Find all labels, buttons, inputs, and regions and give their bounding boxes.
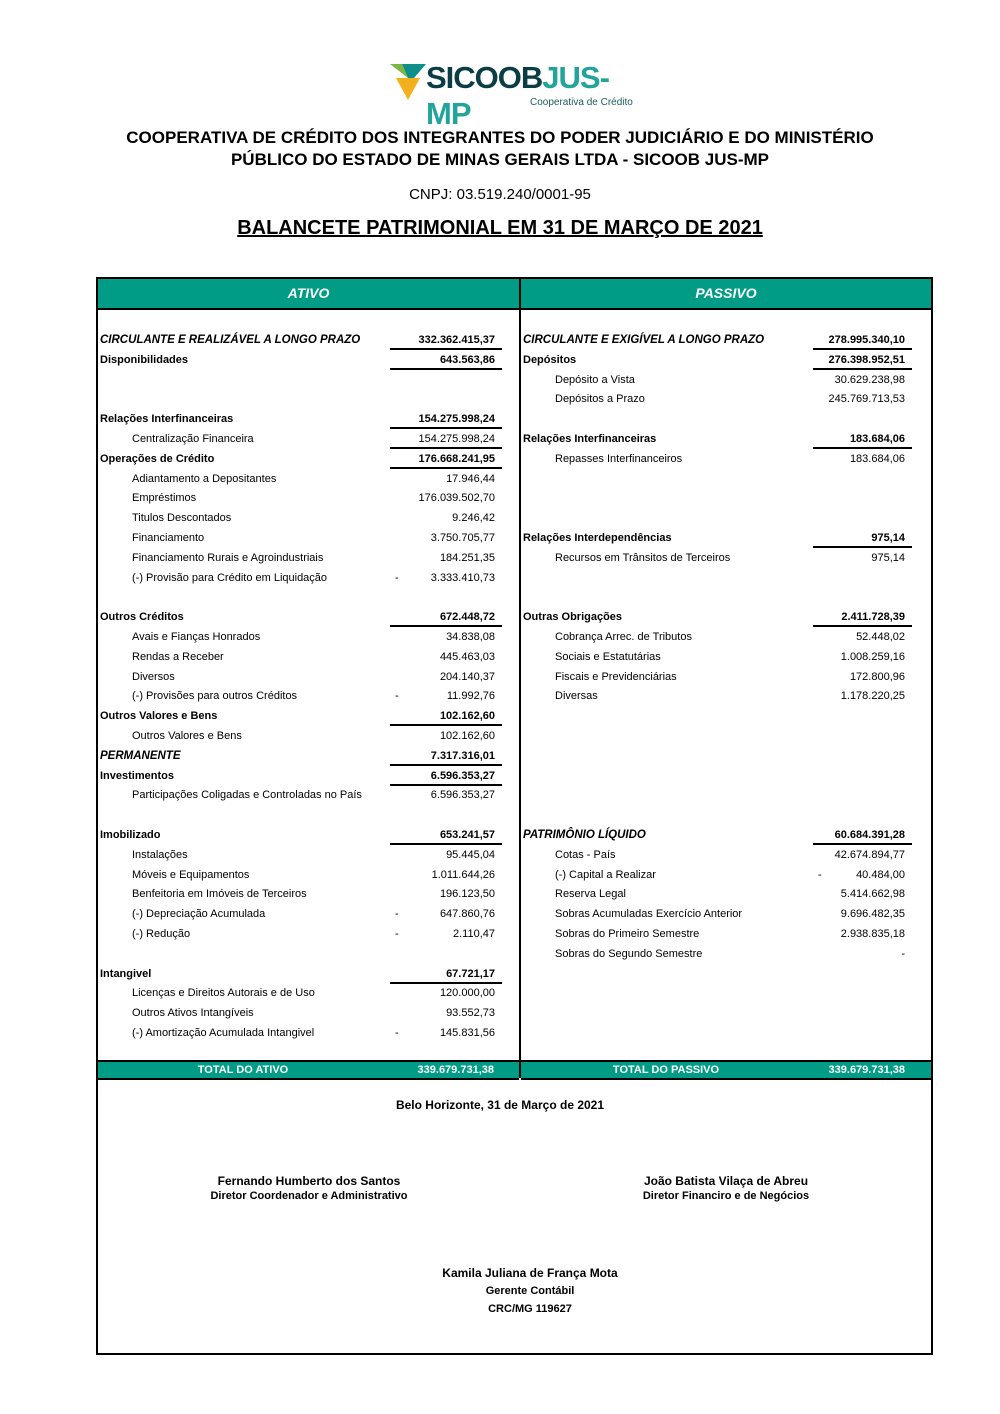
row-label: Fiscais e Previdenciárias bbox=[555, 670, 677, 683]
row-value: 975,14 bbox=[813, 529, 912, 548]
row-label: Sobras do Segundo Semestre bbox=[555, 947, 703, 960]
row-label: Diversos bbox=[132, 670, 175, 683]
row-label: Instalações bbox=[132, 848, 188, 861]
passivo-row bbox=[521, 529, 931, 549]
row-value: 2.411.728,39 bbox=[813, 608, 912, 627]
ativo-row bbox=[98, 885, 519, 905]
row-value: 196.123,50 bbox=[439, 888, 495, 901]
row-value: 42.674.894,77 bbox=[834, 848, 905, 861]
row-value: - bbox=[901, 947, 905, 960]
row-label: Intangivel bbox=[100, 967, 152, 980]
passivo-row bbox=[521, 430, 931, 450]
ativo-row bbox=[98, 786, 519, 806]
ativo-row bbox=[98, 450, 519, 470]
row-label: Financiamento Rurais e Agroindustriais bbox=[132, 551, 324, 564]
row-value: 1.178.220,25 bbox=[840, 690, 905, 703]
negative-sign: - bbox=[395, 928, 399, 940]
row-value: 2.110,47 bbox=[452, 928, 495, 940]
sicoob-logo-mark-icon bbox=[390, 64, 426, 100]
row-value: 647.860,76 bbox=[439, 908, 495, 921]
ativo-heading: ATIVO bbox=[98, 279, 519, 310]
row-label: Relações Interfinanceiras bbox=[100, 413, 234, 426]
row-value: 445.463,03 bbox=[439, 650, 495, 663]
ativo-row bbox=[98, 846, 519, 866]
row-value: 67.721,17 bbox=[390, 965, 502, 984]
row-value: 6.596.353,27 bbox=[390, 767, 502, 786]
ativo-row bbox=[98, 965, 519, 985]
row-value: 672.448,72 bbox=[390, 608, 502, 627]
row-value: 5.414.662,98 bbox=[840, 888, 905, 901]
ativo-row bbox=[98, 628, 519, 648]
row-value: 52.448,02 bbox=[856, 631, 905, 643]
ativo-row bbox=[98, 470, 519, 490]
logo-brand: SICOOBJUS-MP bbox=[426, 60, 609, 131]
row-label: Operações de Crédito bbox=[100, 452, 215, 465]
row-value: 7.317.316,01 bbox=[390, 747, 502, 766]
row-label: Recursos em Trânsitos de Terceiros bbox=[555, 551, 731, 564]
row-label: Sobras Acumuladas Exercício Anterior bbox=[555, 908, 743, 921]
passivo-row bbox=[521, 668, 931, 688]
row-value: 643.563,86 bbox=[390, 351, 502, 370]
total-passivo-bar bbox=[521, 1060, 931, 1080]
row-label: (-) Provisões para outros Créditos bbox=[132, 690, 298, 703]
row-value: 183.684,06 bbox=[813, 430, 912, 449]
row-value: 60.684.391,28 bbox=[813, 826, 912, 845]
ativo-row bbox=[98, 866, 519, 886]
row-label: Depósitos bbox=[523, 353, 577, 366]
total-ativo-value: 339.679.731,38 bbox=[417, 1064, 494, 1076]
row-value: 245.769.713,53 bbox=[828, 393, 905, 406]
row-value: 2.938.835,18 bbox=[840, 928, 905, 940]
ativo-row bbox=[98, 430, 519, 450]
row-value: 154.275.998,24 bbox=[390, 410, 502, 429]
negative-sign: - bbox=[395, 690, 399, 703]
row-value: 40.484,00 bbox=[856, 868, 905, 881]
cooperative-name: COOPERATIVA DE CRÉDITO DOS INTEGRANTES DO PODER JUDICIÁRIO E DO MINISTÉRIO PÚBLICO DO ESTADO DE MINAS GERAIS LTDA - SICOOB JUS-MP bbox=[126, 128, 874, 169]
row-label: Licenças e Direitos Autorais e de Uso bbox=[132, 987, 315, 1000]
place-date: Belo Horizonte, 31 de Março de 2021 bbox=[395, 1098, 605, 1112]
ativo-row bbox=[98, 410, 519, 430]
negative-sign: - bbox=[395, 908, 399, 921]
row-label: Benfeitoria em Imóveis de Terceiros bbox=[132, 888, 307, 901]
row-label: Titulos Descontados bbox=[132, 512, 232, 525]
row-label: Imobilizado bbox=[100, 829, 161, 841]
ativo-row bbox=[98, 668, 519, 688]
row-label: Participações Coligadas e Controladas no País bbox=[132, 789, 362, 802]
signature-block-1: Fernando Humberto dos Santos Diretor Coordenador e Administrativo bbox=[210, 1174, 408, 1202]
ativo-row bbox=[98, 549, 519, 569]
row-label: Centralização Financeira bbox=[132, 433, 254, 445]
row-label: Empréstimos bbox=[132, 492, 197, 505]
row-value: 34.838,08 bbox=[446, 631, 495, 643]
total-passivo-label: TOTAL DO PASSIVO bbox=[612, 1064, 720, 1076]
logo-tagline: Cooperativa de Crédito bbox=[530, 97, 633, 108]
row-label: PERMANENTE bbox=[100, 749, 181, 762]
ativo-row bbox=[98, 331, 519, 351]
passivo-row bbox=[521, 687, 931, 707]
row-label: Diversas bbox=[555, 690, 598, 703]
passivo-row bbox=[521, 826, 931, 846]
row-value: 172.800,96 bbox=[849, 670, 905, 683]
passivo-row bbox=[521, 549, 931, 569]
ativo-row bbox=[98, 905, 519, 925]
passivo-row bbox=[521, 846, 931, 866]
negative-sign: - bbox=[818, 868, 822, 881]
ativo-row bbox=[98, 529, 519, 549]
passivo-row bbox=[521, 925, 931, 945]
row-label: Depósitos a Prazo bbox=[555, 393, 645, 406]
row-value: 183.684,06 bbox=[849, 452, 905, 465]
ativo-row bbox=[98, 687, 519, 707]
negative-sign: - bbox=[395, 1027, 399, 1039]
report-title: BALANCETE PATRIMONIAL EM 31 DE MARÇO DE 2021 bbox=[237, 217, 763, 239]
row-value: 154.275.998,24 bbox=[390, 430, 502, 449]
row-label: Depósito a Vista bbox=[555, 373, 635, 386]
ativo-row bbox=[98, 747, 519, 767]
row-label: CIRCULANTE E EXIGÍVEL A LONGO PRAZO bbox=[523, 334, 765, 346]
row-label: Sociais e Estatutárias bbox=[555, 650, 661, 663]
row-value: 276.398.952,51 bbox=[813, 351, 912, 370]
row-label: PATRIMÔNIO LÍQUIDO bbox=[523, 829, 646, 841]
passivo-row bbox=[521, 628, 931, 648]
row-label: (-) Redução bbox=[132, 928, 191, 940]
row-label: (-) Capital a Realizar bbox=[555, 868, 656, 881]
row-label: Relações Interdependências bbox=[523, 532, 672, 544]
row-value: 184.251,35 bbox=[439, 551, 495, 564]
row-label: (-) Amortização Acumulada Intangivel bbox=[132, 1027, 315, 1039]
passivo-row bbox=[521, 390, 931, 410]
row-label: CIRCULANTE E REALIZÁVEL A LONGO PRAZO bbox=[100, 334, 361, 346]
passivo-row bbox=[521, 331, 931, 351]
row-value: 9.696.482,35 bbox=[840, 908, 905, 921]
signature-block-2: João Batista Vilaça de Abreu Diretor Financiro e de Negócios bbox=[642, 1174, 810, 1202]
ativo-row bbox=[98, 1004, 519, 1024]
ativo-row bbox=[98, 727, 519, 747]
row-label: Repasses Interfinanceiros bbox=[555, 452, 683, 465]
row-label: Rendas a Receber bbox=[132, 650, 224, 663]
passivo-heading: PASSIVO bbox=[521, 279, 931, 310]
ativo-row bbox=[98, 707, 519, 727]
row-value: 11.992,76 bbox=[446, 690, 495, 703]
passivo-row bbox=[521, 450, 931, 470]
row-value: 653.241,57 bbox=[390, 826, 502, 845]
ativo-row bbox=[98, 569, 519, 589]
ativo-row bbox=[98, 489, 519, 509]
row-label: Relações Interfinanceiras bbox=[523, 433, 657, 445]
signature-block-3: Kamila Juliana de França Mota Gerente Contábil CRC/MG 119627 bbox=[442, 1266, 618, 1315]
row-label: Financiamento bbox=[132, 532, 205, 544]
row-label: Avais e Fianças Honrados bbox=[132, 631, 261, 643]
row-label: Investimentos bbox=[100, 769, 174, 782]
row-label: Adiantamento a Depositantes bbox=[132, 472, 277, 485]
row-value: 332.362.415,37 bbox=[390, 331, 502, 350]
row-value: 9.246,42 bbox=[452, 512, 495, 525]
row-value: 176.668.241,95 bbox=[390, 450, 502, 469]
row-label: Cobrança Arrec. de Tributos bbox=[555, 631, 692, 643]
row-label: Outros Valores e Bens bbox=[100, 710, 218, 723]
total-passivo-value: 339.679.731,38 bbox=[828, 1064, 905, 1076]
total-ativo-label: TOTAL DO ATIVO bbox=[197, 1064, 289, 1076]
ativo-row bbox=[98, 351, 519, 371]
ativo-row bbox=[98, 1024, 519, 1044]
passivo-row bbox=[521, 885, 931, 905]
row-value: 1.011.644,26 bbox=[431, 868, 495, 881]
row-value: 30.629.238,98 bbox=[834, 373, 905, 386]
row-label: Disponibilidades bbox=[100, 353, 189, 366]
row-label: Outros Créditos bbox=[100, 611, 184, 624]
row-label: Outras Obrigações bbox=[523, 611, 623, 624]
passivo-row bbox=[521, 945, 931, 965]
row-value: 204.140,37 bbox=[439, 670, 495, 683]
row-label: Outros Valores e Bens bbox=[132, 730, 242, 742]
row-value: 145.831,56 bbox=[439, 1027, 495, 1039]
row-value: 3.750.705,77 bbox=[430, 532, 495, 544]
passivo-row bbox=[521, 905, 931, 925]
sicoob-logo bbox=[388, 60, 648, 131]
ativo-row bbox=[98, 925, 519, 945]
passivo-row bbox=[521, 371, 931, 391]
row-value: 1.008.259,16 bbox=[840, 650, 905, 663]
row-value: 95.445,04 bbox=[446, 848, 495, 861]
row-value: 278.995.340,10 bbox=[813, 331, 912, 350]
row-label: Móveis e Equipamentos bbox=[132, 868, 250, 881]
ativo-row bbox=[98, 767, 519, 787]
row-value: 102.162,60 bbox=[439, 730, 495, 742]
passivo-row bbox=[521, 648, 931, 668]
row-label: (-) Depreciação Acumulada bbox=[132, 908, 266, 921]
row-value: 120.000,00 bbox=[439, 987, 495, 1000]
row-value: 176.039.502,70 bbox=[418, 492, 495, 505]
row-value: 93.552,73 bbox=[446, 1007, 495, 1020]
ativo-row bbox=[98, 984, 519, 1004]
passivo-row bbox=[521, 351, 931, 371]
row-label: Sobras do Primeiro Semestre bbox=[555, 928, 700, 940]
passivo-row bbox=[521, 866, 931, 886]
cnpj: CNPJ: 03.519.240/0001-95 bbox=[409, 186, 591, 203]
row-value: 3.333.410,73 bbox=[430, 571, 495, 584]
row-label: Reserva Legal bbox=[555, 888, 626, 901]
passivo-row bbox=[521, 608, 931, 628]
row-label: (-) Provisão para Crédito em Liquidação bbox=[132, 571, 328, 584]
negative-sign: - bbox=[395, 571, 399, 584]
total-ativo-bar bbox=[98, 1060, 519, 1080]
ativo-row bbox=[98, 648, 519, 668]
ativo-row bbox=[98, 509, 519, 529]
row-value: 17.946,44 bbox=[446, 472, 495, 485]
ativo-row bbox=[98, 826, 519, 846]
row-label: Cotas - País bbox=[555, 848, 616, 861]
row-value: 6.596.353,27 bbox=[430, 789, 495, 802]
row-value: 975,14 bbox=[871, 551, 905, 564]
ativo-row bbox=[98, 608, 519, 628]
row-value: 102.162,60 bbox=[390, 707, 502, 726]
row-label: Outros Ativos Intangíveis bbox=[132, 1007, 254, 1020]
